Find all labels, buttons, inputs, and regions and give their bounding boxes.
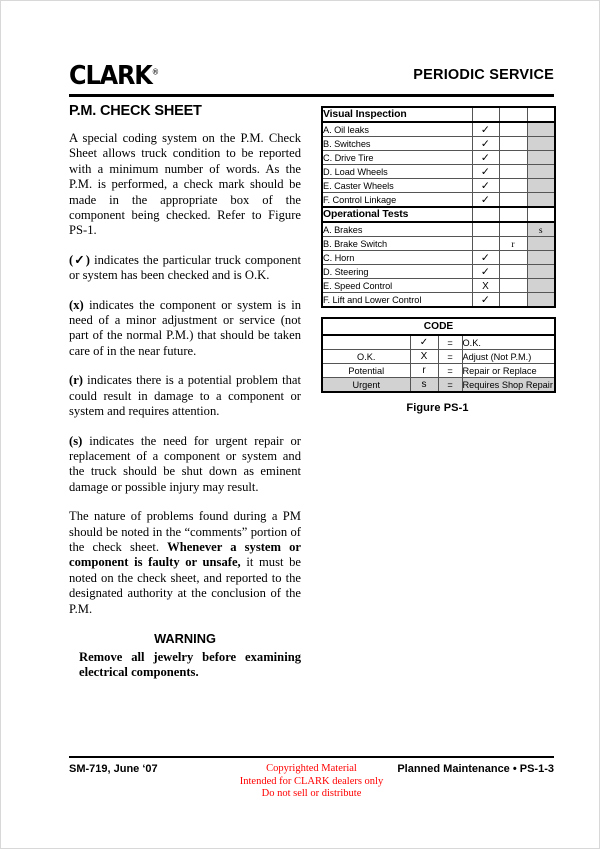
code-label: O.K. [322,350,410,364]
code-header-row [322,318,555,335]
row-mark-repair[interactable] [499,122,527,137]
group-blank-cell [499,107,527,122]
code-equals: = [438,364,462,378]
group-blank-cell [472,207,499,222]
code-table-title: CODE [322,318,555,335]
check-sheet-table [321,106,556,308]
page-footer [69,763,554,809]
r-symbol: (r) [69,373,83,388]
row-label: A. Brakes [322,222,472,237]
table-row [322,237,555,251]
code-row [322,350,555,364]
page-title: PERIODIC SERVICE [413,67,554,83]
row-mark-urgent[interactable] [527,279,555,293]
row-mark-ok[interactable]: ✓ [472,151,499,165]
table-row [322,179,555,193]
row-mark-ok[interactable]: ✓ [472,165,499,179]
group-blank-cell [527,207,555,222]
row-mark-repair[interactable] [499,193,527,208]
row-mark-ok[interactable]: ✓ [472,193,499,208]
closing-part1: The nature of problems found during a PM should be noted in the “comments” portion of the check sheet. [69,509,301,554]
row-mark-ok[interactable]: ✓ [472,293,499,308]
closing-bold: Whenever a system or component is faulty or unsafe, [69,539,301,570]
row-mark-repair[interactable] [499,293,527,308]
section-title: P.M. CHECK SHEET [69,103,202,119]
code-description: Repair or Replace [462,364,555,378]
right-figure-column [321,106,554,414]
closing-paragraph [69,509,301,617]
row-mark-repair[interactable] [499,151,527,165]
group-title-operational-tests: Operational Tests [322,207,472,222]
table-row [322,222,555,237]
footer-divider [69,756,554,758]
table-row [322,251,555,265]
table-row [322,193,555,208]
code-equals: = [438,335,462,350]
row-mark-ok[interactable]: ✓ [472,122,499,137]
warning-title: WARNING [154,630,216,646]
trademark-symbol: ® [151,67,160,77]
row-label: E. Caster Wheels [322,179,472,193]
row-label: B. Switches [322,137,472,151]
clark-logo [69,63,159,89]
watermark-line-2: Intended for CLARK dealers only [239,775,384,787]
table-row [322,151,555,165]
closing-part2: it must be noted on the check sheet, and reported to the designated authority at the conclusion of the P.M. [69,555,301,616]
code-equals: = [438,350,462,364]
check-symbol-text: indicates the particular truck component or system has been checked and is O.K. [69,252,301,283]
code-row [322,335,555,350]
row-mark-repair[interactable] [499,137,527,151]
page-header [69,61,554,97]
group-header-row [322,207,555,222]
watermark-line-3: Do not sell or distribute [261,788,362,799]
row-label: A. Oil leaks [322,122,472,137]
s-symbol: (s) [69,433,83,448]
row-mark-ok[interactable]: ✓ [472,251,499,265]
row-mark-urgent[interactable] [527,151,555,165]
code-row-urgent [322,378,555,393]
row-mark-urgent[interactable]: s [527,222,555,237]
table-row [322,122,555,137]
table-row [322,165,555,179]
group-header-row [322,107,555,122]
row-label: C. Horn [322,251,472,265]
check-symbol-paragraph [69,253,301,284]
row-label: F. Control Linkage [322,193,472,208]
row-mark-repair[interactable] [499,251,527,265]
group-blank-cell [499,207,527,222]
row-mark-urgent[interactable] [527,265,555,279]
table-row [322,137,555,151]
row-mark-ok[interactable]: X [472,279,499,293]
code-label: Potential [322,364,410,378]
intro-paragraph: A special coding system on the P.M. Check Sheet allows truck condition to be reported with a minimum number of words. As the P.M. is performed, a check mark should be made in the appropriate box of the component being checked. Refer to Figure PS-1. [69,131,301,238]
row-label: C. Drive Tire [322,151,472,165]
row-label: F. Lift and Lower Control [322,293,472,308]
code-legend-table [321,317,556,393]
row-label: E. Speed Control [322,279,472,293]
left-text-column [69,103,301,681]
footer-document-id: SM-719, June ‘07 [69,763,158,775]
row-mark-ok[interactable]: ✓ [472,137,499,151]
footer-page-reference: Planned Maintenance • PS-1-3 [397,763,554,775]
check-symbol: (✓) [69,252,90,267]
code-label [322,335,410,350]
header-divider [69,94,554,97]
s-symbol-text: indicates the need for urgent repair or replacement of a component or system and the truck should be shut down as eminent damage or possible injury may result. [69,433,301,494]
row-mark-ok[interactable]: ✓ [472,179,499,193]
group-blank-cell [472,107,499,122]
r-symbol-paragraph [69,373,301,419]
table-row [322,293,555,308]
row-mark-urgent[interactable] [527,179,555,193]
code-description: Requires Shop Repair [462,378,555,393]
row-mark-urgent[interactable] [527,122,555,137]
x-symbol: (x) [69,297,84,312]
row-mark-urgent[interactable] [527,293,555,308]
code-symbol-check: ✓ [410,335,438,350]
row-mark-repair[interactable] [499,279,527,293]
row-mark-urgent[interactable] [527,165,555,179]
code-symbol-x: X [410,350,438,364]
table-row [322,265,555,279]
watermark-line-1: Copyrighted Material [266,763,357,774]
row-mark-ok[interactable] [472,222,499,237]
figure-caption: Figure PS-1 [406,402,469,414]
code-equals: = [438,378,462,393]
row-mark-repair[interactable]: r [499,237,527,251]
row-label: D. Load Wheels [322,165,472,179]
group-blank-cell [527,107,555,122]
row-label: D. Steering [322,265,472,279]
code-description: O.K. [462,335,555,350]
row-mark-ok[interactable] [472,237,499,251]
clark-logo-text: CLARK [69,61,152,91]
row-mark-ok[interactable]: ✓ [472,265,499,279]
row-mark-repair[interactable] [499,165,527,179]
code-symbol-s: s [410,378,438,393]
x-symbol-text: indicates the component or system is in need of a minor adjustment or service (not part of the normal P.M.) that should be taken care of in the near future. [69,297,301,358]
code-label: Urgent [322,378,410,393]
warning-body: Remove all jewelry before examining electrical components. [79,649,301,680]
x-symbol-paragraph [69,298,301,360]
row-mark-repair[interactable] [499,179,527,193]
group-title-visual-inspection: Visual Inspection [322,107,472,122]
s-symbol-paragraph [69,434,301,496]
code-description: Adjust (Not P.M.) [462,350,555,364]
code-legend-body [322,318,555,392]
row-mark-urgent[interactable] [527,193,555,208]
row-mark-repair[interactable] [499,222,527,237]
code-row [322,364,555,378]
row-mark-urgent[interactable] [527,251,555,265]
table-row [322,279,555,293]
row-label: B. Brake Switch [322,237,472,251]
check-sheet-body [322,107,555,307]
code-symbol-r: r [410,364,438,378]
row-mark-repair[interactable] [499,265,527,279]
r-symbol-text: indicates there is a potential problem that could result in damage to a component or system and requires attention. [69,373,301,419]
row-mark-urgent[interactable] [527,137,555,151]
row-mark-urgent[interactable] [527,237,555,251]
